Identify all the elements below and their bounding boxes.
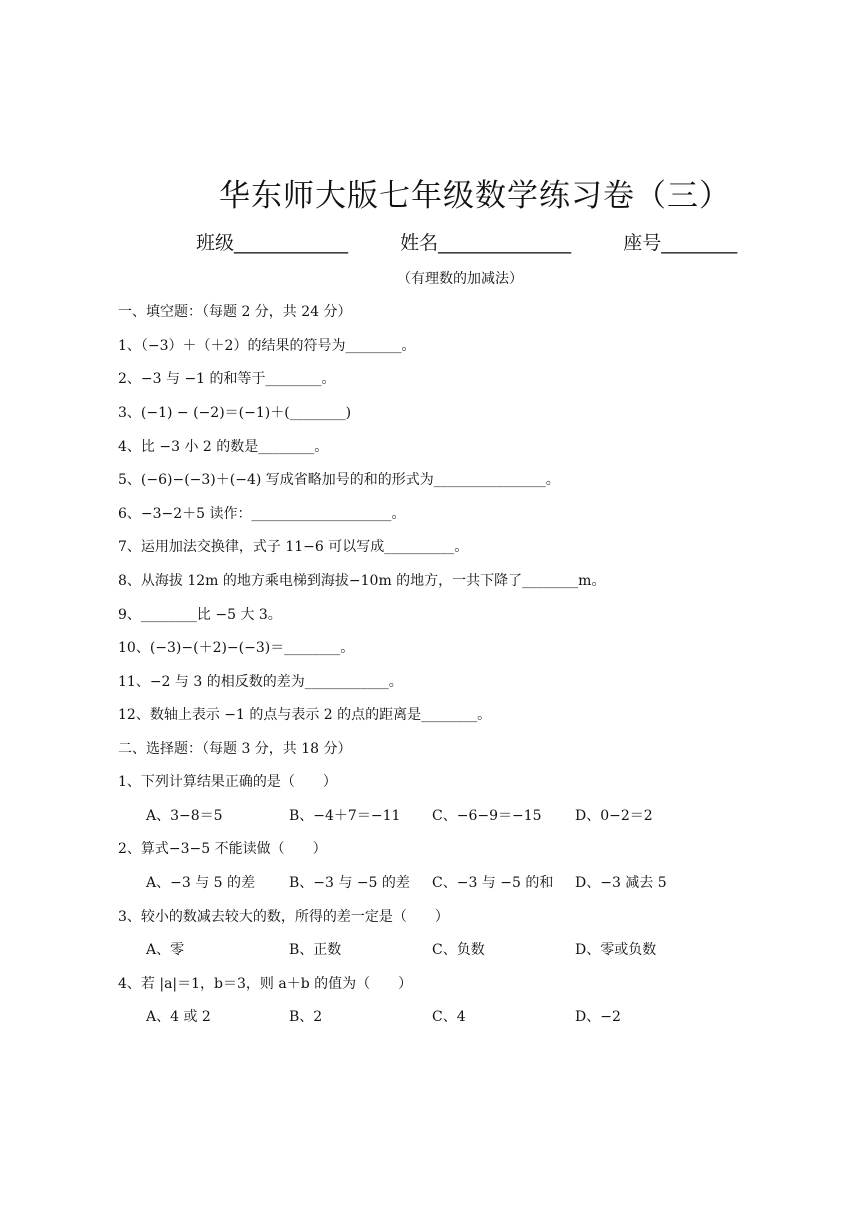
fill-question-5: 5、(−6)−(−3)＋(−4) 写成省略加号的和的形式为________________。 bbox=[118, 472, 560, 488]
option-d: D、−3 减去 5 bbox=[575, 875, 667, 891]
choice-question-3: 3、较小的数减去较大的数，所得的差一定是（ ） bbox=[118, 909, 449, 925]
option-c: C、−3 与 −5 的和 bbox=[432, 875, 554, 891]
option-a: A、−3 与 5 的差 bbox=[146, 875, 256, 891]
option-d: D、0−2＝2 bbox=[575, 808, 653, 824]
fill-question-2: 2、−3 与 −1 的和等于________。 bbox=[118, 371, 336, 387]
fill-question-8: 8、从海拔 12m 的地方乘电梯到海拔−10m 的地方，一共下降了________m。 bbox=[118, 573, 606, 589]
seat-field: 座号________ bbox=[623, 232, 738, 254]
name-field: 姓名______________ bbox=[400, 232, 572, 254]
fill-question-1: 1、（−3）＋（＋2）的结果的符号为________。 bbox=[118, 338, 416, 354]
option-b: B、−3 与 −5 的差 bbox=[289, 875, 410, 891]
choice-question-4: 4、若 |a|＝1，b＝3，则 a＋b 的值为（ ） bbox=[118, 976, 413, 992]
option-c: C、−6−9＝−15 bbox=[432, 808, 542, 824]
option-d: D、−2 bbox=[575, 1009, 621, 1025]
fill-question-9: 9、________比 −5 大 3。 bbox=[118, 607, 282, 623]
option-b: B、2 bbox=[289, 1009, 323, 1025]
choice-question-2: 2、算式−3−5 不能读做（ ） bbox=[118, 841, 327, 857]
fill-question-7: 7、运用加法交换律，式子 11−6 可以写成__________。 bbox=[118, 539, 469, 555]
student-info-row bbox=[196, 228, 737, 255]
choice-question-1: 1、下列计算结果正确的是（ ） bbox=[118, 774, 337, 790]
option-d: D、零或负数 bbox=[575, 942, 657, 958]
option-a: A、4 或 2 bbox=[146, 1009, 211, 1025]
page-title: 华东师大版七年级数学练习卷（三） bbox=[219, 178, 731, 214]
class-field: 班级____________ bbox=[196, 232, 349, 254]
fill-question-12: 12、数轴上表示 −1 的点与表示 2 的点的距离是________。 bbox=[118, 707, 492, 723]
section-heading-fill-in: 一、填空题：（每题 2 分，共 24 分） bbox=[118, 304, 352, 320]
option-a: A、零 bbox=[146, 942, 185, 958]
fill-question-10: 10、(−3)−(＋2)−(−3)＝________。 bbox=[118, 640, 355, 656]
fill-question-4: 4、比 −3 小 2 的数是________。 bbox=[118, 439, 329, 455]
option-b: B、正数 bbox=[289, 942, 342, 958]
option-b: B、−4＋7＝−11 bbox=[289, 808, 401, 824]
section-heading-choice: 二、选择题：（每题 3 分，共 18 分） bbox=[118, 741, 352, 757]
fill-question-3: 3、(−1) − (−2)＝(−1)＋(________) bbox=[118, 405, 352, 421]
option-c: C、4 bbox=[432, 1009, 466, 1025]
subtitle: （有理数的加减法） bbox=[397, 271, 523, 287]
option-a: A、3−8＝5 bbox=[146, 808, 223, 824]
fill-question-6: 6、−3−2＋5 读作：____________________。 bbox=[118, 506, 406, 522]
option-c: C、负数 bbox=[432, 942, 485, 958]
fill-question-11: 11、−2 与 3 的相反数的差为____________。 bbox=[118, 674, 403, 690]
